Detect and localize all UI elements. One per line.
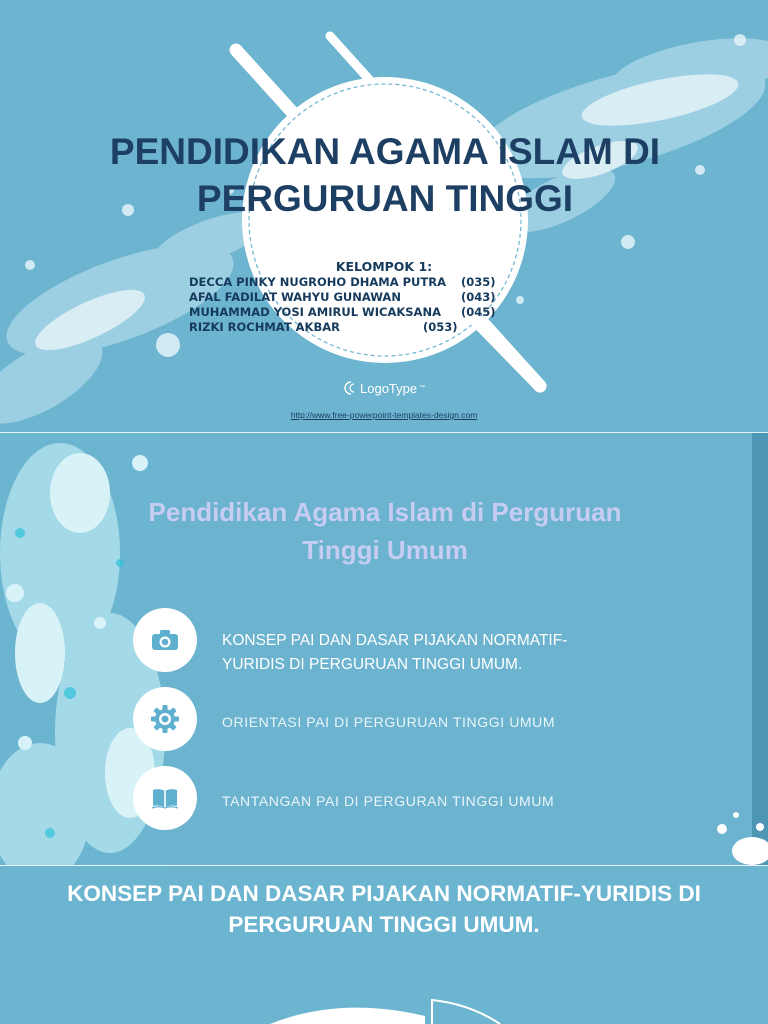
- member-name: RIZKI ROCHMAT AKBAR: [189, 320, 340, 334]
- book-icon-badge: [133, 766, 197, 830]
- logo: [342, 380, 425, 396]
- gear-icon: [150, 704, 180, 734]
- content-slide: [0, 866, 768, 1024]
- template-url-link[interactable]: http://www.free-powerpoint-templates-design.com: [290, 410, 478, 420]
- camera-icon: [151, 629, 179, 651]
- group-label: KELOMPOK 1:: [335, 259, 433, 274]
- member-id: (035): [461, 275, 496, 289]
- slide-title: [100, 493, 670, 569]
- agenda-item-3: TANTANGAN PAI DI PERGURAN TINGGI UMUM: [222, 793, 555, 809]
- slide-heading: [0, 878, 768, 940]
- member-name: DECCA PINKY NUGROHO DHAMA PUTRA: [189, 275, 446, 289]
- agenda-item-1: [222, 629, 682, 677]
- agenda-slide: [0, 433, 768, 865]
- member-id: (053): [423, 320, 458, 334]
- member-name: MUHAMMAD YOSI AMIRUL WICAKSANA: [189, 305, 441, 319]
- logo-text: LogoType: [360, 380, 418, 396]
- member-list: [189, 275, 499, 335]
- title-line-2: PERGURUAN TINGGI: [196, 178, 574, 219]
- member-id: (043): [461, 290, 496, 304]
- title-slide: [0, 0, 768, 432]
- title-line-2: Tinggi Umum: [302, 535, 468, 565]
- member-row: [189, 290, 499, 305]
- agenda-item-2: ORIENTASI PAI DI PERGURUAN TINGGI UMUM: [222, 714, 556, 730]
- title-line-1: PENDIDIKAN AGAMA ISLAM DI: [109, 131, 661, 172]
- gear-icon-badge: [133, 687, 197, 751]
- member-id: (045): [461, 305, 496, 319]
- side-strip: [752, 433, 768, 865]
- member-row: [189, 320, 499, 335]
- splash-corner-decoration: [700, 803, 768, 865]
- presentation-title: [60, 128, 710, 222]
- book-icon: [151, 787, 179, 809]
- agenda-item-1-line-2: YURIDIS DI PERGURUAN TINGGI UMUM.: [222, 656, 523, 673]
- camera-icon-badge: [133, 608, 197, 672]
- circle-decoration: [0, 986, 768, 1024]
- title-line-1: Pendidikan Agama Islam di Perguruan: [148, 497, 622, 527]
- heading-line-2: PERGURUAN TINGGI UMUM.: [228, 912, 540, 937]
- member-row: [189, 305, 499, 320]
- member-row: [189, 275, 499, 290]
- member-name: AFAL FADILAT WAHYU GUNAWAN: [189, 290, 401, 304]
- logo-trademark: ™: [419, 385, 426, 391]
- heading-line-1: KONSEP PAI DAN DASAR PIJAKAN NORMATIF-YURIDIS DI: [67, 881, 701, 906]
- agenda-item-1-line-1: KONSEP PAI DAN DASAR PIJAKAN NORMATIF-: [222, 632, 568, 649]
- logo-icon: [342, 380, 358, 396]
